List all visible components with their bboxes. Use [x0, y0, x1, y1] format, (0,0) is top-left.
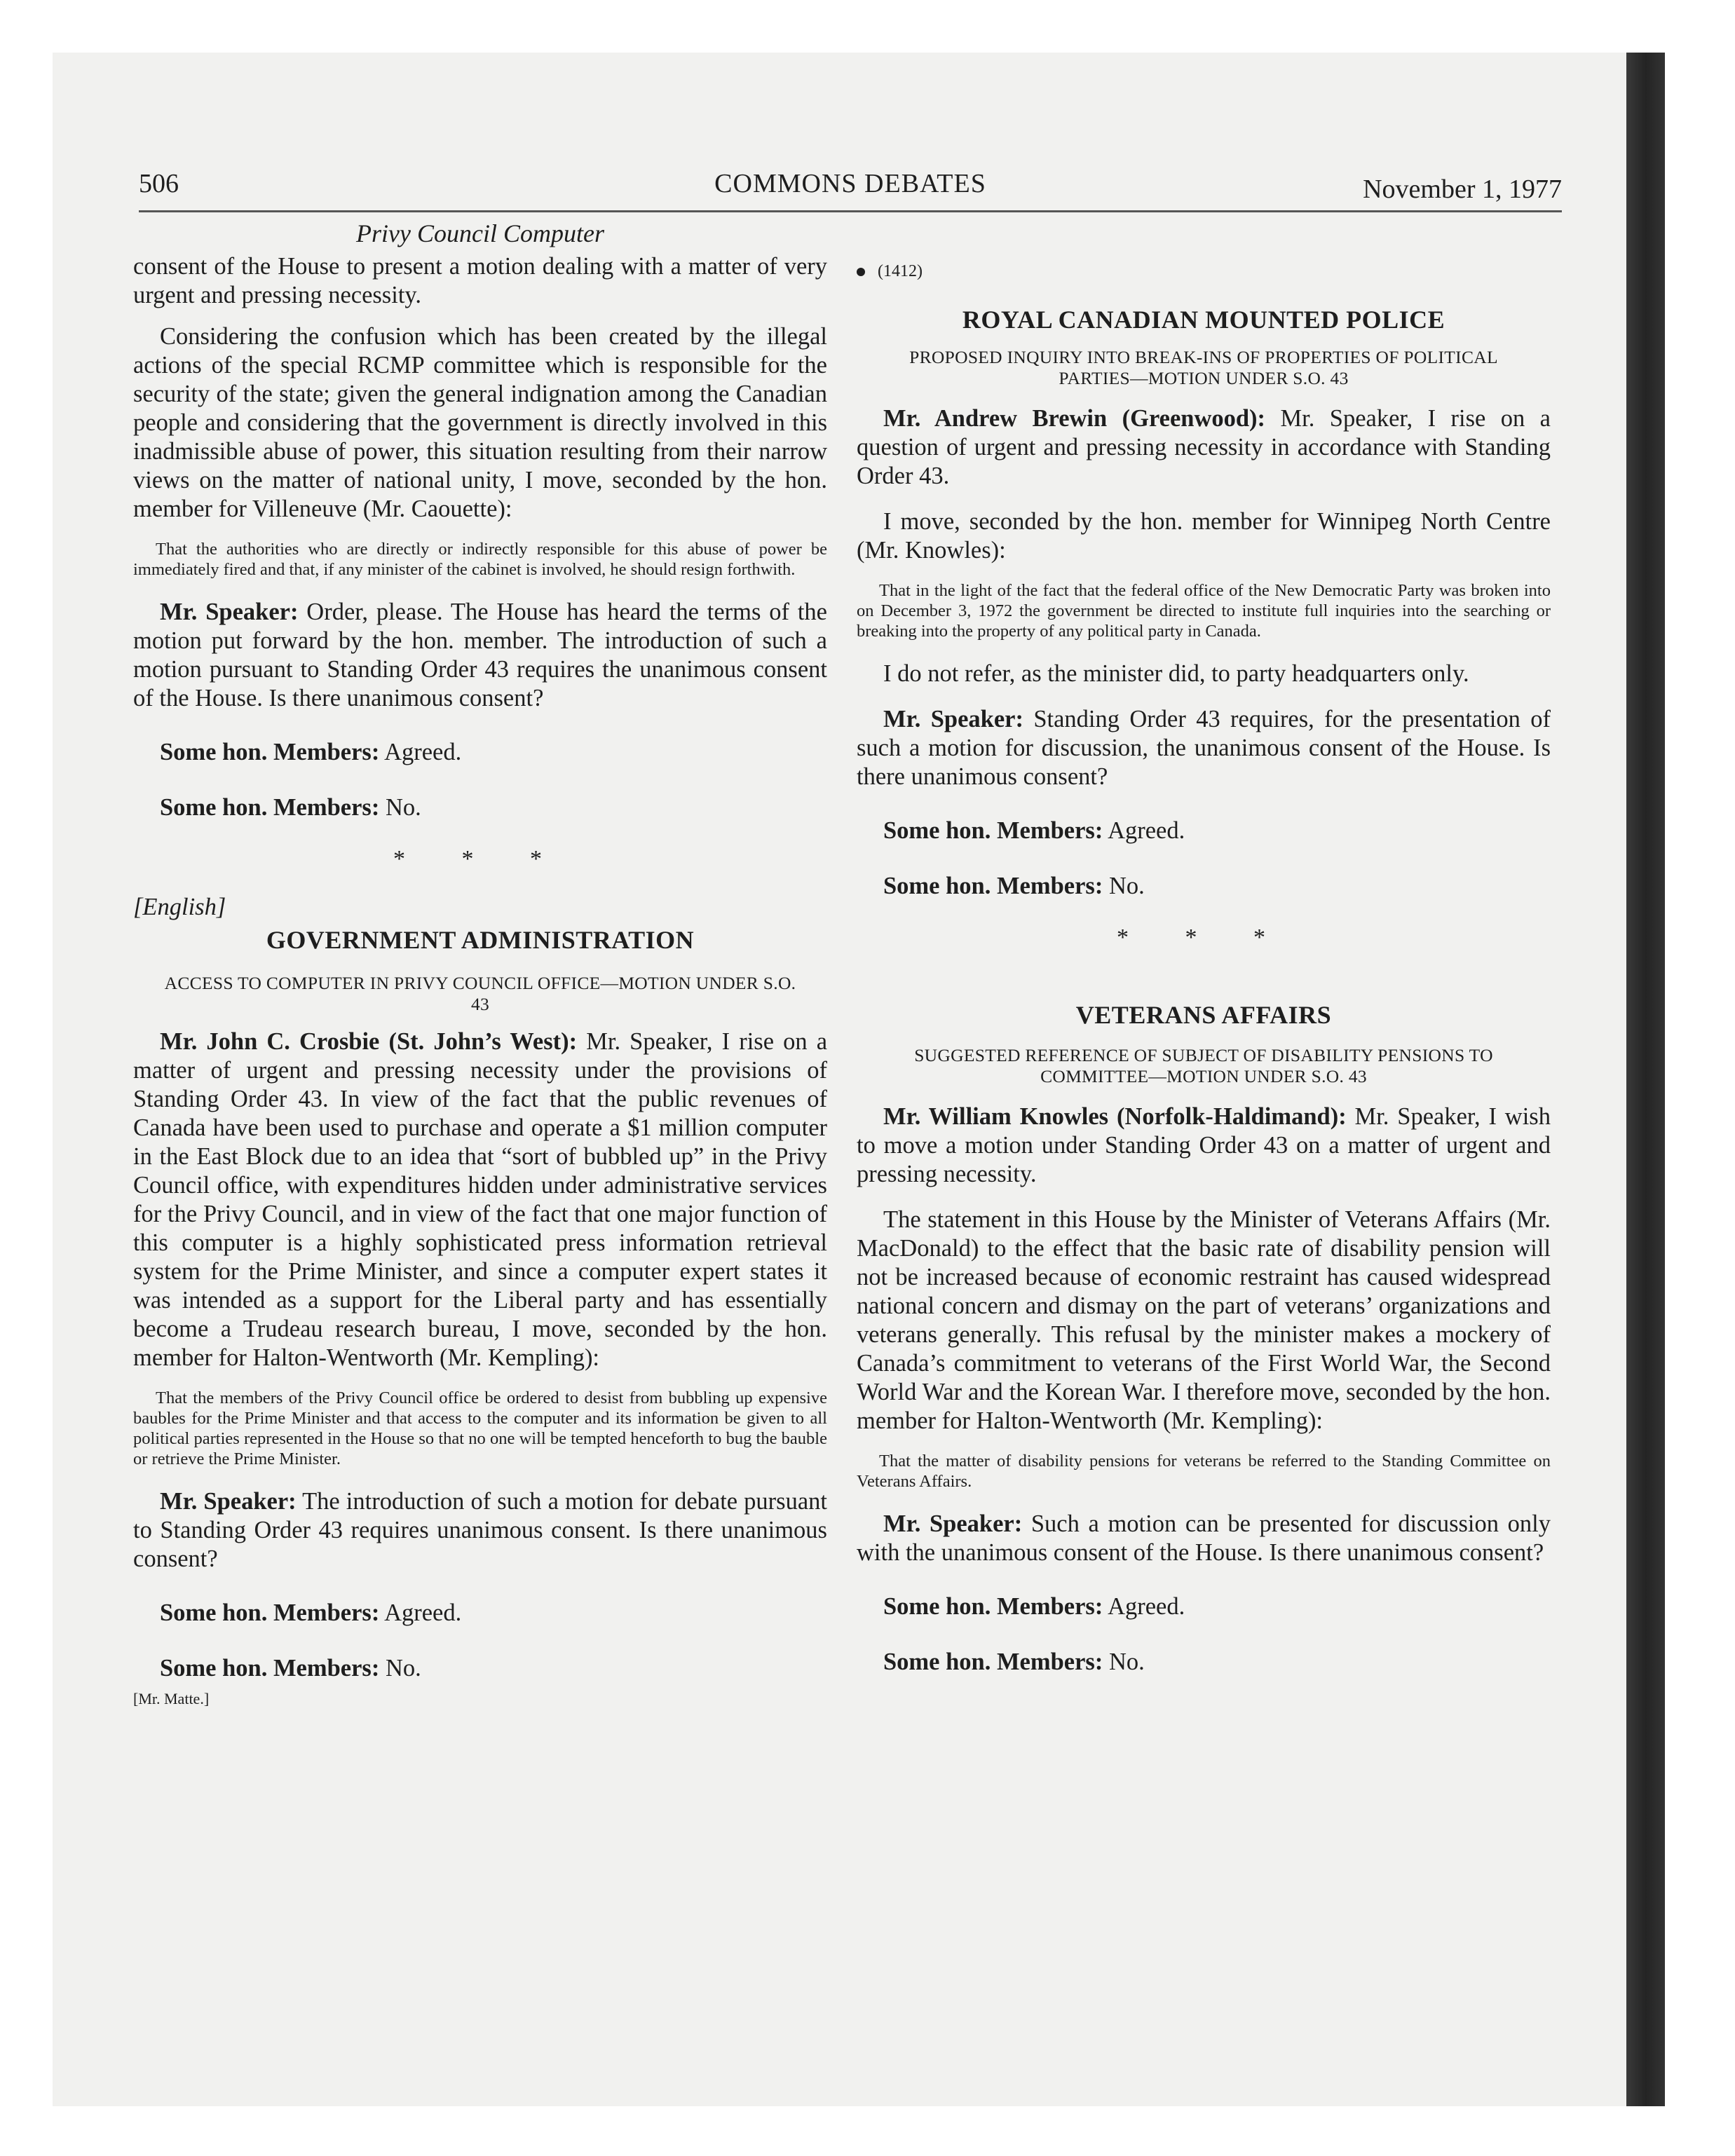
reply-text: Agreed.	[1103, 1593, 1185, 1620]
header-date: November 1, 1977	[1363, 175, 1562, 204]
speaker-paragraph	[857, 705, 1551, 791]
speaker-name: Mr. Speaker:	[160, 1488, 297, 1515]
footer-note: [Mr. Matte.]	[133, 1690, 210, 1707]
speaker-paragraph	[857, 404, 1551, 491]
section-separator: * * *	[1117, 925, 1291, 950]
reply-agreed	[133, 1599, 827, 1628]
reply-text: No.	[1103, 873, 1145, 899]
speaker-text: Mr. Speaker, I wish to move a motion under Standing Order 43 on a matter of urgent and pressing necessity.	[857, 1103, 1551, 1187]
reply-no	[857, 872, 1551, 901]
bullet-icon	[857, 268, 865, 276]
speaker-text: Mr. Speaker, I rise on a question of urgent and pressing necessity in accordance with Standing Order 43.	[857, 405, 1551, 489]
members-label: Some hon. Members:	[883, 1649, 1103, 1675]
left-column	[133, 219, 827, 1708]
motion-text: That the members of the Privy Council office be ordered to desist from bubbling up expensive baubles for the Prime Minister and that access to the computer and its information be given to all political parties represented in the House so that no one will be tempted henceforth to bug the bauble or retrieve the Prime Minister.	[133, 1389, 827, 1468]
reply-agreed	[857, 1592, 1551, 1621]
members-label: Some hon. Members:	[883, 1593, 1103, 1620]
section-title: ROYAL CANADIAN MOUNTED POLICE	[962, 306, 1445, 334]
reply-text: Agreed.	[379, 1599, 462, 1626]
subheading: SUGGESTED REFERENCE OF SUBJECT OF DISABILITY PENSIONS TO COMMITTEE—MOTION UNDER S.O. 43	[914, 1045, 1493, 1086]
members-label: Some hon. Members:	[883, 817, 1103, 844]
speaker-paragraph	[857, 1103, 1551, 1189]
reply-agreed	[857, 817, 1551, 845]
speaker-name: Mr. Speaker:	[883, 706, 1023, 732]
reply-no	[133, 1654, 827, 1683]
reply-agreed	[133, 738, 827, 767]
subheading: PROPOSED INQUIRY INTO BREAK-INS OF PROPERTIES OF POLITICAL PARTIES—MOTION UNDER S.O. 43	[909, 347, 1498, 388]
paragraph: consent of the House to present a motion dealing with a matter of very urgent and pressing necessity.	[133, 253, 827, 308]
reply-no	[857, 1648, 1551, 1677]
time-text: (1412)	[878, 262, 923, 280]
speaker-name: Mr. Speaker:	[160, 599, 299, 625]
right-column	[857, 219, 1551, 1677]
speaker-text: Such a motion can be presented for discussion only with the unanimous consent of the House. Is there unanimous consent?	[857, 1510, 1551, 1566]
members-label: Some hon. Members:	[883, 873, 1103, 899]
speaker-text: Order, please. The House has heard the terms of the motion put forward by the hon. member. The introduction of such a motion pursuant to Standing Order 43 requires the unanimous consent of the House. Is there unanimous consent?	[133, 599, 827, 711]
section-heading: Privy Council Computer	[356, 219, 604, 247]
speaker-name: Mr. Speaker:	[883, 1510, 1023, 1537]
page-header	[139, 168, 1562, 212]
language-marker: [English]	[133, 894, 226, 920]
time-stamp	[857, 262, 1551, 281]
page-number: 506	[139, 169, 179, 198]
reply-text: No.	[379, 794, 421, 821]
paragraph: I move, seconded by the hon. member for Winnipeg North Centre (Mr. Knowles):	[857, 508, 1551, 564]
reply-text: No.	[1103, 1649, 1145, 1675]
members-label: Some hon. Members:	[160, 1655, 380, 1681]
running-title: COMMONS DEBATES	[714, 169, 986, 198]
members-label: Some hon. Members:	[160, 1599, 380, 1626]
speaker-paragraph	[133, 1487, 827, 1574]
members-label: Some hon. Members:	[160, 739, 380, 765]
reply-no	[133, 793, 827, 822]
speaker-name: Mr. Andrew Brewin (Greenwood):	[883, 405, 1266, 432]
paragraph: Considering the confusion which has been created by the illegal actions of the special RCMP committee which is responsible for the security of the state; given the general indignation among the Canadian people and considering that the government is directly involved in this inadmissible abuse of power, this situation resulting from their narrow views on the matter of national unity, I move, seconded by the hon. member for Villeneuve (Mr. Caouette):	[133, 323, 827, 522]
reply-text: No.	[379, 1655, 421, 1681]
motion-text: That in the light of the fact that the federal office of the New Democratic Party was broken into on December 3, 1972 the government be directed to institute full inquiries into the searching or breaking into the property of any political party in Canada.	[857, 581, 1551, 641]
speaker-text: Mr. Speaker, I rise on a matter of urgent and pressing necessity under the provisions of Standing Order 43. In view of the fact that the public revenues of Canada have been used to purchase and operate a $1 million computer in the East Block due to an idea that “sort of bubbled up” in the Privy Council office, with expenditures hidden under administrative services for the Privy Council, and in view of the fact that one major function of this computer is a highly sophisticated press information retrieval system for the Prime Minister, and since a computer expert states it was intended as a support for the Liberal party and has essentially become a Trudeau research bureau, I move, seconded by the hon. member for Halton-Wentworth (Mr. Kempling):	[133, 1028, 828, 1371]
speaker-text: The introduction of such a motion for debate pursuant to Standing Order 43 requires unanimous consent. Is there unanimous consent?	[133, 1488, 827, 1572]
members-label: Some hon. Members:	[160, 794, 380, 821]
reply-text: Agreed.	[379, 739, 462, 765]
section-separator: * * *	[393, 846, 567, 872]
speaker-paragraph	[133, 1028, 827, 1372]
motion-text: That the authorities who are directly or indirectly responsible for this abuse of power be immediately fired and that, if any minister of the cabinet is involved, he should resign forthwith.	[133, 540, 827, 579]
reply-text: Agreed.	[1103, 817, 1185, 844]
speaker-text: Standing Order 43 requires, for the presentation of such a motion for discussion, the unanimous consent of the House. Is there unanimous consent?	[857, 706, 1551, 790]
section-title: VETERANS AFFAIRS	[1075, 1001, 1332, 1029]
speaker-name: Mr. John C. Crosbie (St. John’s West):	[160, 1028, 578, 1055]
speaker-name: Mr. William Knowles (Norfolk-Haldimand):	[883, 1103, 1347, 1130]
paragraph: The statement in this House by the Minister of Veterans Affairs (Mr. MacDonald) to the effect that the basic rate of disability pension will not be increased because of economic restraint has caused widespread national concern and dismay on the part of veterans’ organizations and veterans generally. This refusal by the minister makes a mockery of Canada’s commitment to veterans of the First World War, the Second World War and the Korean War. I therefore move, seconded by the hon. member for Halton-Wentworth (Mr. Kempling):	[857, 1206, 1551, 1434]
scan-edge-shadow	[1626, 53, 1665, 2106]
motion-text: That the matter of disability pensions for veterans be referred to the Standing Committee on Veterans Affairs.	[857, 1452, 1551, 1491]
speaker-paragraph	[857, 1510, 1551, 1567]
subheading: ACCESS TO COMPUTER IN PRIVY COUNCIL OFFICE—MOTION UNDER S.O. 43	[164, 973, 796, 1014]
paragraph: I do not refer, as the minister did, to party headquarters only.	[883, 660, 1469, 687]
speaker-paragraph	[133, 598, 827, 713]
section-title: GOVERNMENT ADMINISTRATION	[266, 926, 695, 954]
